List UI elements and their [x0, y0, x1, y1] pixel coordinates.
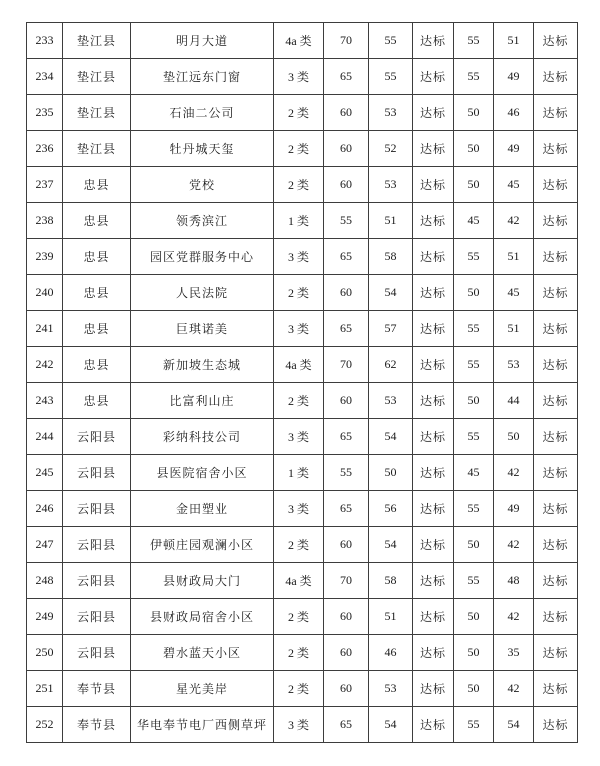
night-limit-cell: 50: [454, 671, 494, 707]
day-limit-cell: 65: [324, 707, 369, 743]
site-name-cell: 明月大道: [131, 23, 274, 59]
site-name-cell: 比富利山庄: [131, 383, 274, 419]
category-cell: 4a 类: [274, 347, 324, 383]
day-value-cell: 54: [369, 527, 413, 563]
category-cell: 3 类: [274, 491, 324, 527]
site-name-cell: 彩纳科技公司: [131, 419, 274, 455]
category-cell: 3 类: [274, 419, 324, 455]
day-limit-cell: 70: [324, 23, 369, 59]
day-limit-cell: 60: [324, 635, 369, 671]
night-value-cell: 46: [494, 95, 534, 131]
county-cell: 垫江县: [63, 131, 131, 167]
table-row: [27, 599, 578, 635]
county-cell: 云阳县: [63, 491, 131, 527]
day-value-cell: 50: [369, 455, 413, 491]
night-value-cell: 51: [494, 23, 534, 59]
night-status-cell: 达标: [534, 527, 578, 563]
night-status-cell: 达标: [534, 347, 578, 383]
night-status-cell: 达标: [534, 707, 578, 743]
night-status-cell: 达标: [534, 383, 578, 419]
night-limit-cell: 50: [454, 275, 494, 311]
day-status-cell: 达标: [413, 23, 454, 59]
county-cell: 云阳县: [63, 419, 131, 455]
serial-cell: 235: [27, 95, 63, 131]
serial-cell: 233: [27, 23, 63, 59]
site-name-cell: 巨琪诺美: [131, 311, 274, 347]
site-name-cell: 园区党群服务中心: [131, 239, 274, 275]
category-cell: 2 类: [274, 95, 324, 131]
county-cell: 忠县: [63, 311, 131, 347]
night-value-cell: 42: [494, 203, 534, 239]
county-cell: 忠县: [63, 383, 131, 419]
serial-cell: 242: [27, 347, 63, 383]
site-name-cell: 县财政局大门: [131, 563, 274, 599]
night-limit-cell: 55: [454, 491, 494, 527]
night-limit-cell: 55: [454, 563, 494, 599]
night-value-cell: 42: [494, 599, 534, 635]
serial-cell: 247: [27, 527, 63, 563]
night-limit-cell: 50: [454, 527, 494, 563]
day-value-cell: 54: [369, 419, 413, 455]
day-value-cell: 53: [369, 167, 413, 203]
category-cell: 3 类: [274, 59, 324, 95]
night-limit-cell: 50: [454, 131, 494, 167]
category-cell: 2 类: [274, 527, 324, 563]
site-name-cell: 垫江远东门窗: [131, 59, 274, 95]
day-value-cell: 51: [369, 203, 413, 239]
table-row: [27, 527, 578, 563]
county-cell: 垫江县: [63, 95, 131, 131]
night-limit-cell: 55: [454, 23, 494, 59]
day-status-cell: 达标: [413, 419, 454, 455]
county-cell: 奉节县: [63, 707, 131, 743]
night-value-cell: 53: [494, 347, 534, 383]
day-limit-cell: 70: [324, 563, 369, 599]
county-cell: 云阳县: [63, 563, 131, 599]
category-cell: 2 类: [274, 671, 324, 707]
night-limit-cell: 50: [454, 95, 494, 131]
site-name-cell: 金田塑业: [131, 491, 274, 527]
day-limit-cell: 65: [324, 491, 369, 527]
day-status-cell: 达标: [413, 527, 454, 563]
table-row: [27, 491, 578, 527]
table-row: [27, 383, 578, 419]
county-cell: 忠县: [63, 167, 131, 203]
category-cell: 1 类: [274, 203, 324, 239]
night-limit-cell: 55: [454, 239, 494, 275]
night-status-cell: 达标: [534, 275, 578, 311]
county-cell: 云阳县: [63, 599, 131, 635]
table-row: [27, 419, 578, 455]
serial-cell: 248: [27, 563, 63, 599]
day-status-cell: 达标: [413, 707, 454, 743]
night-status-cell: 达标: [534, 455, 578, 491]
site-name-cell: 县医院宿舍小区: [131, 455, 274, 491]
day-value-cell: 58: [369, 239, 413, 275]
noise-monitoring-table: [26, 22, 578, 743]
day-value-cell: 58: [369, 563, 413, 599]
table-row: [27, 239, 578, 275]
serial-cell: 250: [27, 635, 63, 671]
night-limit-cell: 45: [454, 203, 494, 239]
site-name-cell: 人民法院: [131, 275, 274, 311]
day-limit-cell: 60: [324, 599, 369, 635]
day-value-cell: 55: [369, 23, 413, 59]
night-limit-cell: 45: [454, 455, 494, 491]
night-status-cell: 达标: [534, 671, 578, 707]
night-limit-cell: 50: [454, 167, 494, 203]
night-limit-cell: 55: [454, 419, 494, 455]
serial-cell: 251: [27, 671, 63, 707]
day-status-cell: 达标: [413, 563, 454, 599]
day-limit-cell: 60: [324, 167, 369, 203]
serial-cell: 239: [27, 239, 63, 275]
night-value-cell: 51: [494, 239, 534, 275]
day-value-cell: 53: [369, 671, 413, 707]
night-value-cell: 42: [494, 671, 534, 707]
table-row: [27, 311, 578, 347]
day-status-cell: 达标: [413, 95, 454, 131]
day-value-cell: 46: [369, 635, 413, 671]
night-value-cell: 49: [494, 131, 534, 167]
serial-cell: 246: [27, 491, 63, 527]
serial-cell: 249: [27, 599, 63, 635]
day-value-cell: 62: [369, 347, 413, 383]
table-row: [27, 347, 578, 383]
table-row: [27, 203, 578, 239]
day-limit-cell: 60: [324, 95, 369, 131]
serial-cell: 241: [27, 311, 63, 347]
table-row: [27, 707, 578, 743]
day-value-cell: 57: [369, 311, 413, 347]
serial-cell: 252: [27, 707, 63, 743]
day-limit-cell: 55: [324, 203, 369, 239]
night-value-cell: 49: [494, 491, 534, 527]
night-value-cell: 42: [494, 455, 534, 491]
day-value-cell: 55: [369, 59, 413, 95]
day-value-cell: 53: [369, 95, 413, 131]
site-name-cell: 华电奉节电厂西侧草坪: [131, 707, 274, 743]
day-status-cell: 达标: [413, 59, 454, 95]
night-limit-cell: 55: [454, 347, 494, 383]
night-limit-cell: 55: [454, 59, 494, 95]
category-cell: 4a 类: [274, 23, 324, 59]
day-limit-cell: 55: [324, 455, 369, 491]
night-status-cell: 达标: [534, 239, 578, 275]
county-cell: 垫江县: [63, 23, 131, 59]
day-value-cell: 53: [369, 383, 413, 419]
day-status-cell: 达标: [413, 491, 454, 527]
night-limit-cell: 50: [454, 599, 494, 635]
day-limit-cell: 70: [324, 347, 369, 383]
site-name-cell: 领秀滨江: [131, 203, 274, 239]
county-cell: 云阳县: [63, 455, 131, 491]
night-status-cell: 达标: [534, 59, 578, 95]
day-status-cell: 达标: [413, 455, 454, 491]
county-cell: 忠县: [63, 239, 131, 275]
night-status-cell: 达标: [534, 167, 578, 203]
site-name-cell: 党校: [131, 167, 274, 203]
table-row: [27, 23, 578, 59]
table-row: [27, 95, 578, 131]
day-limit-cell: 60: [324, 275, 369, 311]
day-status-cell: 达标: [413, 131, 454, 167]
night-value-cell: 51: [494, 311, 534, 347]
day-limit-cell: 60: [324, 131, 369, 167]
county-cell: 奉节县: [63, 671, 131, 707]
night-status-cell: 达标: [534, 635, 578, 671]
night-limit-cell: 55: [454, 311, 494, 347]
night-status-cell: 达标: [534, 563, 578, 599]
day-status-cell: 达标: [413, 311, 454, 347]
category-cell: 1 类: [274, 455, 324, 491]
table-row: [27, 131, 578, 167]
day-status-cell: 达标: [413, 383, 454, 419]
day-status-cell: 达标: [413, 239, 454, 275]
night-limit-cell: 50: [454, 635, 494, 671]
day-limit-cell: 65: [324, 311, 369, 347]
night-value-cell: 48: [494, 563, 534, 599]
day-limit-cell: 65: [324, 419, 369, 455]
night-status-cell: 达标: [534, 203, 578, 239]
site-name-cell: 伊顿庄园观澜小区: [131, 527, 274, 563]
day-limit-cell: 65: [324, 59, 369, 95]
county-cell: 云阳县: [63, 527, 131, 563]
category-cell: 3 类: [274, 311, 324, 347]
day-value-cell: 52: [369, 131, 413, 167]
night-value-cell: 45: [494, 167, 534, 203]
county-cell: 忠县: [63, 275, 131, 311]
day-value-cell: 56: [369, 491, 413, 527]
day-status-cell: 达标: [413, 275, 454, 311]
table-row: [27, 635, 578, 671]
serial-cell: 245: [27, 455, 63, 491]
day-limit-cell: 60: [324, 383, 369, 419]
night-limit-cell: 55: [454, 707, 494, 743]
night-limit-cell: 50: [454, 383, 494, 419]
night-status-cell: 达标: [534, 419, 578, 455]
day-status-cell: 达标: [413, 167, 454, 203]
serial-cell: 244: [27, 419, 63, 455]
day-limit-cell: 65: [324, 239, 369, 275]
site-name-cell: 县财政局宿舍小区: [131, 599, 274, 635]
table-row: [27, 563, 578, 599]
night-value-cell: 45: [494, 275, 534, 311]
day-status-cell: 达标: [413, 599, 454, 635]
category-cell: 4a 类: [274, 563, 324, 599]
table-row: [27, 275, 578, 311]
serial-cell: 243: [27, 383, 63, 419]
category-cell: 3 类: [274, 239, 324, 275]
night-value-cell: 54: [494, 707, 534, 743]
county-cell: 忠县: [63, 203, 131, 239]
day-status-cell: 达标: [413, 203, 454, 239]
night-status-cell: 达标: [534, 95, 578, 131]
table-row: [27, 167, 578, 203]
day-value-cell: 51: [369, 599, 413, 635]
category-cell: 2 类: [274, 131, 324, 167]
table-row: [27, 455, 578, 491]
category-cell: 2 类: [274, 383, 324, 419]
category-cell: 2 类: [274, 167, 324, 203]
county-cell: 垫江县: [63, 59, 131, 95]
serial-cell: 240: [27, 275, 63, 311]
night-status-cell: 达标: [534, 311, 578, 347]
site-name-cell: 新加坡生态城: [131, 347, 274, 383]
site-name-cell: 石油二公司: [131, 95, 274, 131]
site-name-cell: 碧水蓝天小区: [131, 635, 274, 671]
night-status-cell: 达标: [534, 131, 578, 167]
day-value-cell: 54: [369, 275, 413, 311]
night-status-cell: 达标: [534, 599, 578, 635]
county-cell: 云阳县: [63, 635, 131, 671]
site-name-cell: 牡丹城天玺: [131, 131, 274, 167]
night-status-cell: 达标: [534, 491, 578, 527]
day-status-cell: 达标: [413, 635, 454, 671]
night-value-cell: 50: [494, 419, 534, 455]
category-cell: 3 类: [274, 707, 324, 743]
site-name-cell: 星光美岸: [131, 671, 274, 707]
category-cell: 2 类: [274, 599, 324, 635]
category-cell: 2 类: [274, 275, 324, 311]
serial-cell: 238: [27, 203, 63, 239]
night-status-cell: 达标: [534, 23, 578, 59]
table-row: [27, 671, 578, 707]
day-limit-cell: 60: [324, 671, 369, 707]
serial-cell: 236: [27, 131, 63, 167]
night-value-cell: 42: [494, 527, 534, 563]
serial-cell: 237: [27, 167, 63, 203]
table-row: [27, 59, 578, 95]
night-value-cell: 35: [494, 635, 534, 671]
table-body: [27, 23, 578, 743]
day-status-cell: 达标: [413, 347, 454, 383]
day-status-cell: 达标: [413, 671, 454, 707]
day-value-cell: 54: [369, 707, 413, 743]
serial-cell: 234: [27, 59, 63, 95]
day-limit-cell: 60: [324, 527, 369, 563]
night-value-cell: 44: [494, 383, 534, 419]
night-value-cell: 49: [494, 59, 534, 95]
county-cell: 忠县: [63, 347, 131, 383]
category-cell: 2 类: [274, 635, 324, 671]
